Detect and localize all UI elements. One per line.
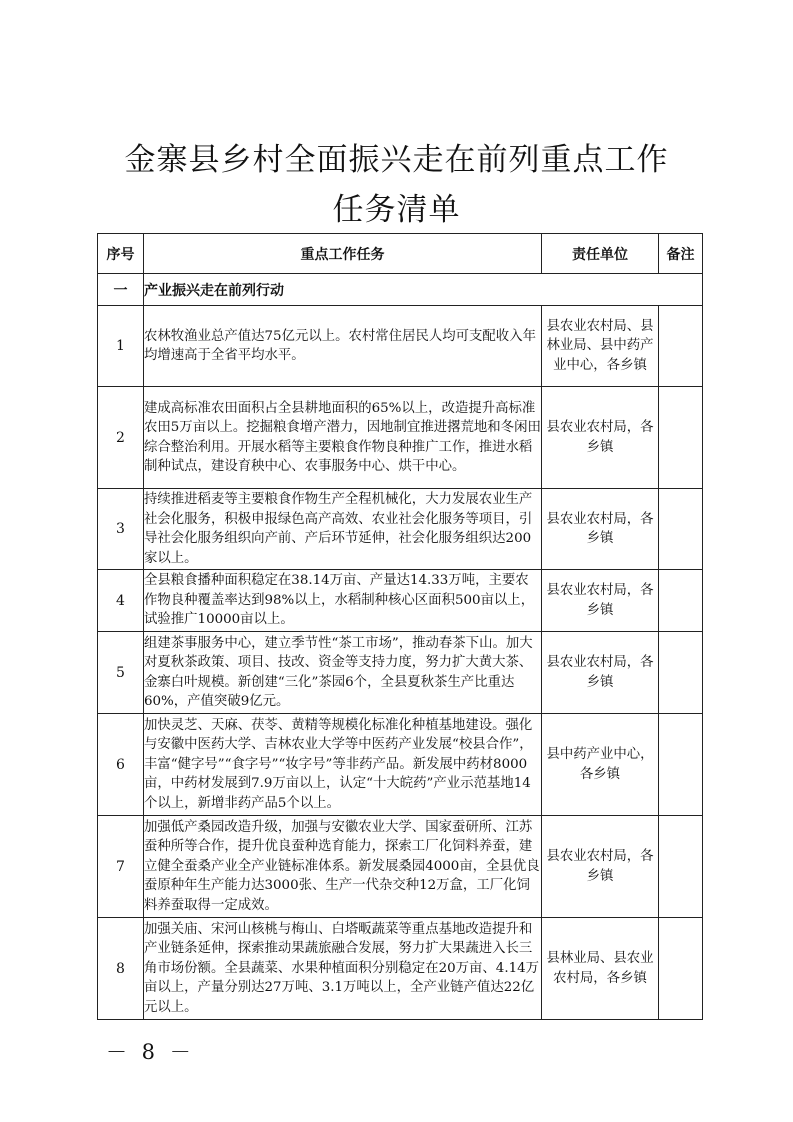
- table-row: [98, 632, 703, 714]
- row-unit: 县中药产业中心，各乡镇: [542, 714, 659, 816]
- row-task: 加强关庙、宋河山核桃与梅山、白塔畈蔬菜等重点基地改造提升和产业链条延伸，探索推动果蔬旅融合发展，努力扩大果蔬进入长三角市场份额。全县蔬菜、水果种植面积分别稳定在20万亩、4.14万亩以上，产量分别达27万吨、3.1万吨以上，全产业链产值达22亿元以上。: [144, 918, 542, 1020]
- row-unit: 县农业农村局、县林业局、县中药产业中心，各乡镇: [542, 306, 659, 387]
- document-title-line2: 任务清单: [332, 192, 461, 228]
- row-note: [659, 816, 703, 918]
- row-task: 加强低产桑园改造升级，加强与安徽农业大学、国家蚕研所、江苏蚕种所等合作，提升优良蚕种选育能力，探索工厂化饲料养蚕，建立健全蚕桑产业全产业链标准体系。新发展桑园4000亩，全县优良蚕原种年生产能力达3000张、生产一代杂交种12万盒，工厂化饲料养蚕取得一定成效。: [144, 816, 542, 918]
- row-number: 6: [98, 714, 144, 816]
- table-row: [98, 570, 703, 632]
- row-task: 组建茶事服务中心，建立季节性“茶工市场”，推动春茶下山。加大对夏秋茶政策、项目、技改、资金等支持力度，努力扩大黄大茶、金寨白叶规模。新创建“三化”茶园6个，全县夏秋茶生产比重达60%，产值突破9亿元。: [144, 632, 542, 714]
- row-number: 7: [98, 816, 144, 918]
- document-title-line1: 金寨县乡村全面振兴走在前列重点工作: [124, 142, 669, 178]
- section-title: 产业振兴走在前列行动: [144, 274, 703, 306]
- table-row: [98, 816, 703, 918]
- row-task: 加快灵芝、天麻、茯苓、黄精等规模化标准化种植基地建设。强化与安徽中医药大学、吉林农业大学等中医药产业发展“校县合作”，丰富“健字号”“食字号”“妆字号”等非药产品。新发展中药材8000亩，中药材发展到7.9万亩以上，认定“十大皖药”产业示范基地14个以上，新增非药产品5个以上。: [144, 714, 542, 816]
- row-note: [659, 918, 703, 1020]
- table-row: [98, 387, 703, 489]
- row-unit: 县农业农村局，各乡镇: [542, 489, 659, 570]
- row-task: 持续推进稻麦等主要粮食作物生产全程机械化，大力发展农业生产社会化服务，积极申报绿色高产高效、农业社会化服务等项目，引导社会化服务组织向产前、产后环节延伸，社会化服务组织达200家以上。: [144, 489, 542, 570]
- table-row: [98, 918, 703, 1020]
- row-task: 农林牧渔业总产值达75亿元以上。农村常住居民人均可支配收入年均增速高于全省平均水平。: [144, 306, 542, 387]
- row-note: [659, 387, 703, 489]
- header-task: 重点工作任务: [144, 234, 542, 274]
- row-note: [659, 489, 703, 570]
- row-unit: 县农业农村局，各乡镇: [542, 632, 659, 714]
- table-row: [98, 306, 703, 387]
- row-task: 建成高标准农田面积占全县耕地面积的65%以上，改造提升高标准农田5万亩以上。挖掘粮食增产潜力，因地制宜推进撂荒地和冬闲田综合整治利用。开展水稻等主要粮食作物良种推广工作，推进水稻制种试点，建设育秧中心、农事服务中心、烘干中心。: [144, 387, 542, 489]
- row-number: 4: [98, 570, 144, 632]
- header-note: 备注: [659, 234, 703, 274]
- section-row: [98, 274, 703, 306]
- row-unit: 县林业局、县农业农村局，各乡镇: [542, 918, 659, 1020]
- page-number: － 8 －: [106, 1040, 195, 1064]
- task-table: [97, 233, 703, 1020]
- row-task: 全县粮食播种面积稳定在38.14万亩、产量达14.33万吨，主要农作物良种覆盖率达到98%以上，水稻制种核心区面积500亩以上，试验推广10000亩以上。: [144, 570, 542, 632]
- section-number: 一: [98, 274, 144, 306]
- row-note: [659, 306, 703, 387]
- row-note: [659, 632, 703, 714]
- row-unit: 县农业农村局，各乡镇: [542, 816, 659, 918]
- header-num: 序号: [98, 234, 144, 274]
- row-unit: 县农业农村局，各乡镇: [542, 387, 659, 489]
- header-unit: 责任单位: [542, 234, 659, 274]
- table-row: [98, 489, 703, 570]
- row-number: 3: [98, 489, 144, 570]
- row-note: [659, 714, 703, 816]
- row-number: 1: [98, 306, 144, 387]
- table-row: [98, 714, 703, 816]
- table-header-row: [98, 234, 703, 274]
- row-number: 2: [98, 387, 144, 489]
- row-number: 8: [98, 918, 144, 1020]
- row-unit: 县农业农村局，各乡镇: [542, 570, 659, 632]
- row-note: [659, 570, 703, 632]
- row-number: 5: [98, 632, 144, 714]
